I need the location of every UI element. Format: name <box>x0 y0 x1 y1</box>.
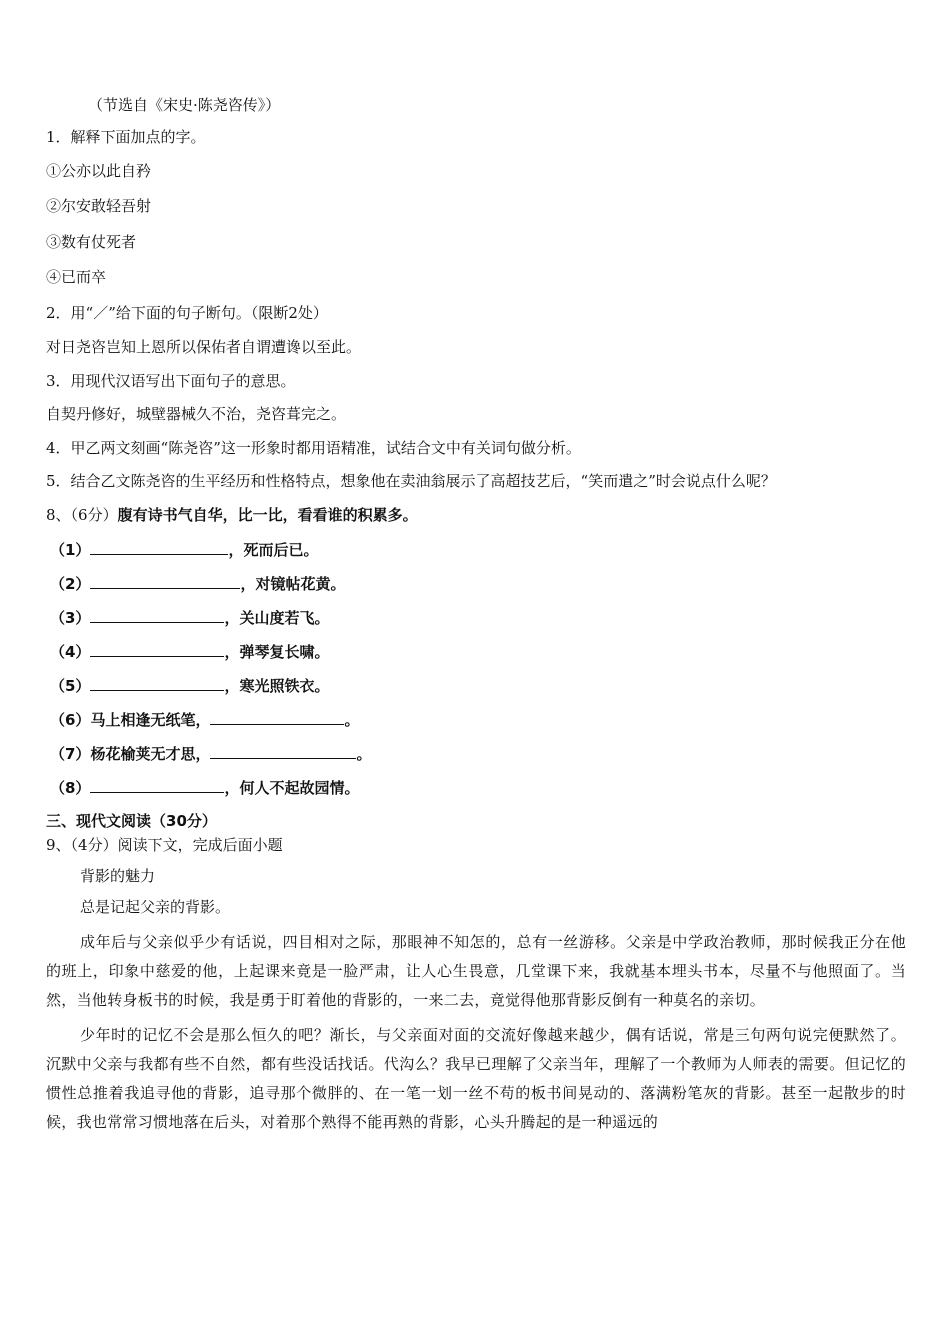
q8-item-3 <box>46 608 906 642</box>
question-4: 4．甲乙两文刻画“陈尧咨”这一形象时都用语精准，试结合文中有关词句做分析。 <box>46 439 581 457</box>
item-label: （3） <box>50 609 91 627</box>
item-label: （7） <box>50 745 91 763</box>
item-text: 。 <box>344 711 360 729</box>
question-9 <box>46 836 906 1137</box>
essay-title: 背影的魅力 <box>80 867 156 885</box>
item-label: （2） <box>50 575 91 593</box>
question-8-title: 腹有诗书气自华，比一比，看看谁的积累多。 <box>117 506 418 524</box>
question-8-heading <box>46 506 906 540</box>
q8-item-1 <box>46 540 906 574</box>
q8-item-8 <box>46 778 906 812</box>
item-label: （1） <box>50 541 91 559</box>
item-text: 杨花榆荚无才思， <box>90 745 211 763</box>
item-text: ，寒光照铁衣。 <box>224 677 330 695</box>
section-3-heading: 三、现代文阅读（30分） <box>46 812 217 830</box>
q8-item-2 <box>46 574 906 608</box>
q3-sentence: 自契丹修好，城壁器械久不治，尧咨葺完之。 <box>46 405 347 423</box>
q2-sentence: 对日尧咨岂知上恩所以保佑者自谓遭谗以至此。 <box>46 338 362 356</box>
question-8-items <box>46 540 906 812</box>
answer-blank[interactable] <box>90 608 224 623</box>
q8-item-6 <box>46 710 906 744</box>
q1-item-2: ②尔安敢轻吾射 <box>46 197 152 215</box>
item-label: （8） <box>50 779 91 797</box>
q8-item-4 <box>46 642 906 676</box>
question-5: 5．结合乙文陈尧咨的生平经历和性格特点，想象他在卖油翁展示了高超技艺后，“笑而遣之”时会说点什么呢？ <box>46 472 776 490</box>
q1-item-3: ③数有仗死者 <box>46 233 137 251</box>
q1-item-1: ①公亦以此自矜 <box>46 162 152 180</box>
classical-questions <box>46 128 906 506</box>
essay-paragraph: 成年后与父亲似乎少有话说，四目相对之际，那眼神不知怎的，总有一丝游移。父亲是中学政治教师，那时候我正分在他的班上，印象中慈爱的他，上起课来竟是一脸严肃，让人心生畏意，几堂课下来，我就基本埋头书本，尽量不与他照面了。当然，当他转身板书的时候，我是勇于盯着他的背影的，一来二去，竟觉得他那背影反倒有一种莫名的亲切。 <box>46 933 906 1009</box>
question-2: 2．用“／”给下面的句子断句。（限断2处） <box>46 304 328 322</box>
answer-blank[interactable] <box>90 642 224 657</box>
essay-paragraph: 少年时的记忆不会是那么恒久的吧？渐长，与父亲面对面的交流好像越来越少，偶有话说，常是三句两句说完便默然了。沉默中父亲与我都有些不自然，都有些没话找话。代沟么？我早已理解了父亲当年，理解了一个教师为人师表的需要。但记忆的惯性总推着我追寻他的背影，追寻那个微胖的、在一笔一划一丝不苟的板书间晃动的、落满粉笔灰的背影。甚至一起散步的时候，我也常常习惯地落在后头，对着那个熟得不能再熟的背影，心头升腾起的是一种遥远的 <box>46 1026 906 1131</box>
item-text: ，对镜帖花黄。 <box>240 575 346 593</box>
answer-blank[interactable] <box>210 710 344 725</box>
answer-blank[interactable] <box>90 540 228 555</box>
answer-blank[interactable] <box>90 574 240 589</box>
item-label: （4） <box>50 643 91 661</box>
answer-blank[interactable] <box>210 744 356 759</box>
item-text: 。 <box>356 745 372 763</box>
q1-item-4: ④已而卒 <box>46 268 107 286</box>
item-label: （5） <box>50 677 91 695</box>
q8-item-7 <box>46 744 906 778</box>
item-text: ，何人不起故园情。 <box>224 779 360 797</box>
item-text: ，死而后已。 <box>228 541 319 559</box>
q8-item-5 <box>46 676 906 710</box>
question-8-number: 8、（6分） <box>46 506 118 524</box>
answer-blank[interactable] <box>90 676 224 691</box>
item-text: ，弹琴复长啸。 <box>224 643 330 661</box>
answer-blank[interactable] <box>90 778 224 793</box>
question-1: 1．解释下面加点的字。 <box>46 128 206 146</box>
question-3: 3．用现代汉语写出下面句子的意思。 <box>46 372 296 390</box>
document-page <box>46 96 906 1137</box>
essay-first-line: 总是记起父亲的背影。 <box>80 898 231 916</box>
source-line: （节选自《宋史·陈尧咨传》） <box>88 96 281 114</box>
item-text: ，关山度若飞。 <box>224 609 330 627</box>
item-label: （6） <box>50 711 91 729</box>
question-9-header: 9、（4分）阅读下文，完成后面小题 <box>46 836 283 854</box>
item-text: 马上相逢无纸笔， <box>90 711 211 729</box>
